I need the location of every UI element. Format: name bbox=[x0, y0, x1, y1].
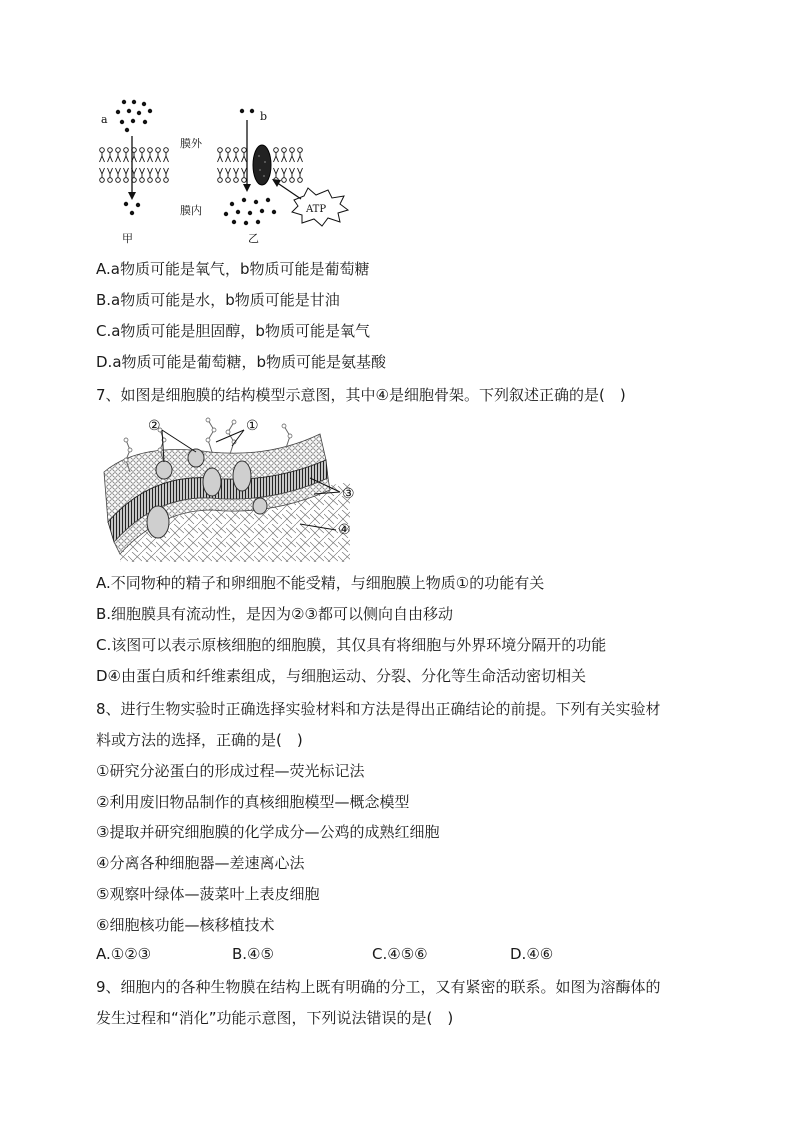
label-b: b bbox=[260, 110, 268, 123]
caption-left: 甲 bbox=[122, 232, 133, 245]
q6-option-c: C.a物质可能是胆固醇，b物质可能是氧气 bbox=[96, 322, 370, 340]
q8-choice-d: D.④⑥ bbox=[510, 945, 554, 963]
particles-b bbox=[240, 109, 254, 113]
caption-right: 乙 bbox=[248, 232, 259, 245]
q7-option-d: D④由蛋白质和纤维素组成，与细胞运动、分裂、分化等生命活动密切相关 bbox=[96, 667, 587, 685]
label-a: a bbox=[101, 113, 108, 126]
label-atp: ATP bbox=[306, 204, 327, 215]
q7-stem: 7、如图是细胞膜的结构模型示意图，其中④是细胞骨架。下列叙述正确的是( ) bbox=[96, 386, 626, 404]
q6-option-b: B.a物质可能是水，b物质可能是甘油 bbox=[96, 291, 340, 309]
q8-choice-b: B.④⑤ bbox=[232, 945, 274, 963]
transport-diagram bbox=[96, 92, 366, 252]
membrane-left bbox=[100, 148, 169, 183]
q9-stem-line2: 发生过程和“消化”功能示意图，下列说法错误的是( ) bbox=[96, 1009, 454, 1027]
q8-item-3: ③提取并研究细胞膜的化学成分—公鸡的成熟红细胞 bbox=[96, 823, 440, 841]
particles-a bbox=[116, 100, 152, 132]
membrane-model-figure bbox=[100, 412, 370, 562]
q8-choice-a: A.①②③ bbox=[96, 945, 152, 963]
label-3: ③ bbox=[342, 486, 355, 502]
q9-stem-line1: 9、细胞内的各种生物膜在结构上既有明确的分工，又有紧密的联系。如图为溶酶体的 bbox=[96, 978, 661, 996]
q8-item-1: ①研究分泌蛋白的形成过程—荧光标记法 bbox=[96, 762, 365, 780]
q8-item-5: ⑤观察叶绿体—菠菜叶上表皮细胞 bbox=[96, 885, 320, 903]
label-4: ④ bbox=[338, 522, 351, 538]
transport-figure bbox=[96, 92, 366, 252]
q7-option-c: C.该图可以表示原核细胞的细胞膜，其仅具有将细胞与外界环境分隔开的功能 bbox=[96, 636, 607, 654]
label-inside: 膜内 bbox=[180, 204, 202, 217]
q8-item-2: ②利用废旧物品制作的真核细胞模型—概念模型 bbox=[96, 793, 410, 811]
fluid-mosaic-diagram bbox=[100, 412, 370, 562]
q8-stem-line2: 料或方法的选择，正确的是( ) bbox=[96, 731, 303, 749]
q8-choices bbox=[96, 945, 656, 965]
label-2: ② bbox=[148, 418, 161, 434]
q8-item-4: ④分离各种细胞器—差速离心法 bbox=[96, 854, 305, 872]
q8-stem-line1: 8、进行生物实验时正确选择实验材料和方法是得出正确结论的前提。下列有关实验材 bbox=[96, 700, 661, 718]
q7-option-a: A.不同物种的精子和卵细胞不能受精，与细胞膜上物质①的功能有关 bbox=[96, 574, 545, 592]
carrier-protein bbox=[253, 145, 271, 185]
q6-option-d: D.a物质可能是葡萄糖，b物质可能是氨基酸 bbox=[96, 353, 387, 371]
q6-option-a: A.a物质可能是氧气，b物质可能是葡萄糖 bbox=[96, 260, 370, 278]
label-outside: 膜外 bbox=[180, 137, 202, 150]
q8-choice-c: C.④⑤⑥ bbox=[372, 945, 428, 963]
q8-item-6: ⑥细胞核功能—核移植技术 bbox=[96, 916, 275, 934]
label-1: ① bbox=[246, 418, 259, 434]
q7-option-b: B.细胞膜具有流动性，是因为②③都可以侧向自由移动 bbox=[96, 605, 453, 623]
